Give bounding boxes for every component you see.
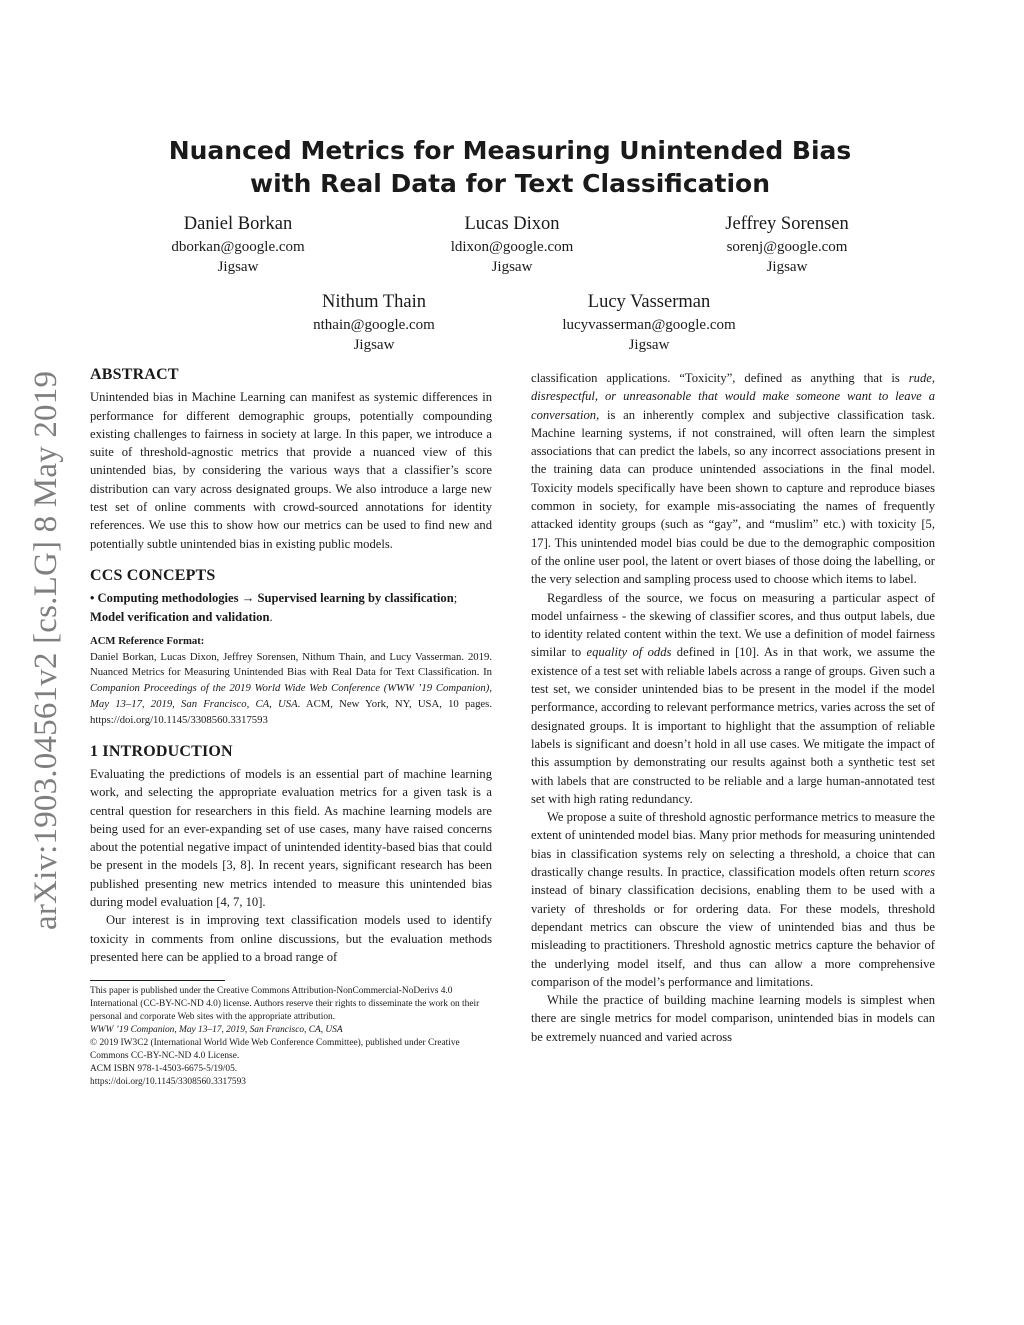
italic-span: equality of odds xyxy=(586,645,672,660)
left-column xyxy=(90,366,492,1089)
author-name: Nithum Thain xyxy=(322,292,426,312)
author-block xyxy=(244,290,504,355)
footnote xyxy=(90,980,492,1089)
right-paragraph-3 xyxy=(531,808,935,991)
right-paragraph-2 xyxy=(531,589,935,809)
author-affiliation: Jigsaw xyxy=(353,337,395,353)
author-email: nthain@google.com xyxy=(313,317,435,333)
ccs-concept-2: Model verification and validation xyxy=(90,609,270,624)
text-span: , is an inherently complex and subjective classification task. Machine learning systems, if not constrained, will often learn the simplest associations that can predict the labels, so any incorrect associations present in the training data can produce unintended associations in the final model. Toxicity models specifically have been shown to capture and reproduce biases common in society, for example mis-associating the names of frequently attacked identity groups (such as “gay”, and “muslim” etc.) with toxicity [5, 17]. This unintended model bias could be due to the demographic composition of the online user pool, the latent or overt biases of those doing the labelling, or the very selection and sampling process used to choose which items to label. xyxy=(531,407,935,587)
ccs-concept-1: • Computing methodologies → Supervised learning by classification xyxy=(90,591,454,606)
ccs-heading: CCS CONCEPTS xyxy=(90,566,216,584)
right-paragraph-1 xyxy=(531,369,935,589)
ccs-end: . xyxy=(269,609,273,624)
author-name: Daniel Borkan xyxy=(183,214,293,234)
footnote-copyright: © 2019 IW3C2 (International World Wide Web Conference Committee), published under Creative Commons CC-BY-NC-ND 4.0 License. xyxy=(90,1038,460,1062)
author-affiliation: Jigsaw xyxy=(628,337,670,353)
author-affiliation: Jigsaw xyxy=(217,259,259,275)
footnote-venue: WWW ’19 Companion, May 13–17, 2019, San Francisco, CA, USA xyxy=(90,1025,343,1036)
text-span: classification applications. “Toxicity”, defined as anything that is xyxy=(531,371,909,385)
footnote-license: This paper is published under the Creative Commons Attribution-NonCommercial-NoDerivs 4.0 International (CC-BY-NC-ND 4.0) license. Authors reserve their rights to disseminate the work on their personal and corporate Web sites with the appropriate attribution. xyxy=(90,986,480,1023)
acm-reference-venue: Companion Proceedings of the 2019 World Wide Web Conference (WWW ’19 Companion), May 13–17, 2019, San Francisco, CA, USA xyxy=(90,682,492,711)
author-name: Lucy Vasserman xyxy=(587,292,711,312)
right-paragraph-4: While the practice of building machine learning models is simplest when there are single metrics for model comparison, unintended bias in models can be extremely nuanced and varied across xyxy=(531,993,935,1044)
paper-title xyxy=(140,134,880,200)
abstract-text: Unintended bias in Machine Learning can manifest as systemic differences in performance for different demographic groups, potentially compounding existing challenges to fairness in society at large. In this paper, we introduce a suite of threshold-agnostic metrics that provide a nuanced view of this unintended bias, by considering the various ways that a classifier’s score distribution can vary across designated groups. We also introduce a large new test set of online comments with crowd-sourced annotations for identity references. We use this to show how our metrics can be used to find new and potentially subtle unintended bias in existing public models. xyxy=(90,390,492,551)
acm-reference-text: Daniel Borkan, Lucas Dixon, Jeffrey Sorensen, Nithum Thain, and Lucy Vasserman. 2019. Nuanced Metrics for Measuring Unintended Bias with Real Data for Text Classification. In xyxy=(90,650,492,679)
author-block xyxy=(657,212,917,277)
footnote-isbn: ACM ISBN 978-1-4503-6675-5/19/05. xyxy=(90,1064,238,1075)
author-email: sorenj@google.com xyxy=(726,239,848,255)
ccs-separator: ; xyxy=(453,591,458,606)
author-block xyxy=(519,290,779,355)
ccs-concepts xyxy=(90,589,492,626)
footnote-doi: https://doi.org/10.1145/3308560.3317593 xyxy=(90,1077,246,1088)
acm-reference-doi: . ACM, New York, NY, USA, 10 pages. https://doi.org/10.1145/3308560.3317593 xyxy=(90,698,492,726)
text-span: instead of binary classification decisions, enabling them to be used with a variety of thresholds or for ordering data. For these models, threshold dependant metrics can obscure the view of unintended bias and thus be misleading to practitioners. Threshold agnostic metrics capture the behavior of the underlying model itself, and thus can allow a more comprehensive comparison of the model’s performance and limitations. xyxy=(531,883,935,989)
author-email: dborkan@google.com xyxy=(171,239,305,255)
abstract-heading: ABSTRACT xyxy=(90,366,179,383)
acm-reference xyxy=(90,634,492,729)
title-line-2: with Real Data for Text Classification xyxy=(250,169,770,198)
author-affiliation: Jigsaw xyxy=(491,259,533,275)
author-block xyxy=(108,212,368,277)
text-span: Regardless of the source, we focus on measuring a particular aspect of model unfairness - the skewing of classifier scores, and thus output labels, due to identity related content within the text. We use a definition of model fairness similar to xyxy=(531,590,935,660)
author-email: ldixon@google.com xyxy=(450,239,574,255)
author-name: Jeffrey Sorensen xyxy=(725,214,849,234)
intro-heading: 1 INTRODUCTION xyxy=(90,742,233,760)
right-column xyxy=(531,369,935,1046)
footnote-rule xyxy=(90,980,225,981)
author-block xyxy=(382,212,642,277)
acm-reference-heading: ACM Reference Format: xyxy=(90,634,205,647)
title-line-1: Nuanced Metrics for Measuring Unintended Bias xyxy=(168,136,852,165)
author-email: lucyvasserman@google.com xyxy=(562,317,736,333)
author-affiliation: Jigsaw xyxy=(766,259,808,275)
intro-paragraph-2: Our interest is in improving text classification models used to identify toxicity in comments from online discussions, but the evaluation methods presented here can be applied to a broad range of xyxy=(90,913,492,964)
text-span: We propose a suite of threshold agnostic performance metrics to measure the extent of unintended model bias. Many prior methods for measuring unintended bias in classification systems rely on selecting a threshold, a choice that can drastically change results. In practice, classification models often return xyxy=(531,810,935,880)
intro-paragraph-1: Evaluating the predictions of models is an essential part of machine learning work, and selecting the appropriate evaluation metrics for a given task is a central question for researchers in this field. As machine learning models are being used for an ever-expanding set of use cases, many have raised concerns about the potential negative impact of unintended identity-based bias that could be present in the models [3, 8]. In recent years, significant research has been published presenting new metrics intended to measure this unintended bias during model evaluation [4, 7, 10]. xyxy=(90,766,492,910)
italic-span: scores xyxy=(903,865,935,880)
arxiv-stamp: arXiv:1903.04561v2 [cs.LG] 8 May 2019 xyxy=(28,370,64,930)
italic-span: rude, disrespectful, or unreasonable that would make someone want to leave a conversation xyxy=(531,371,935,422)
author-name: Lucas Dixon xyxy=(464,214,560,234)
text-span: defined in [10]. As in that work, we assume the existence of a test set with reliable labels across a range of groups. Given such a test set, we consider unintended bias to be present in the model if the model performance, according to relevant performance metrics, varies across the set of designated groups. It is important to highlight that the assumption of reliable labels is significant and doesn’t hold in all use cases. We mitigate the impact of this assumption by demonstrating our results against both a synthetic test set with labels that are constructed to be reliable and a large human-annotated test set with high rating redundancy. xyxy=(531,645,935,806)
